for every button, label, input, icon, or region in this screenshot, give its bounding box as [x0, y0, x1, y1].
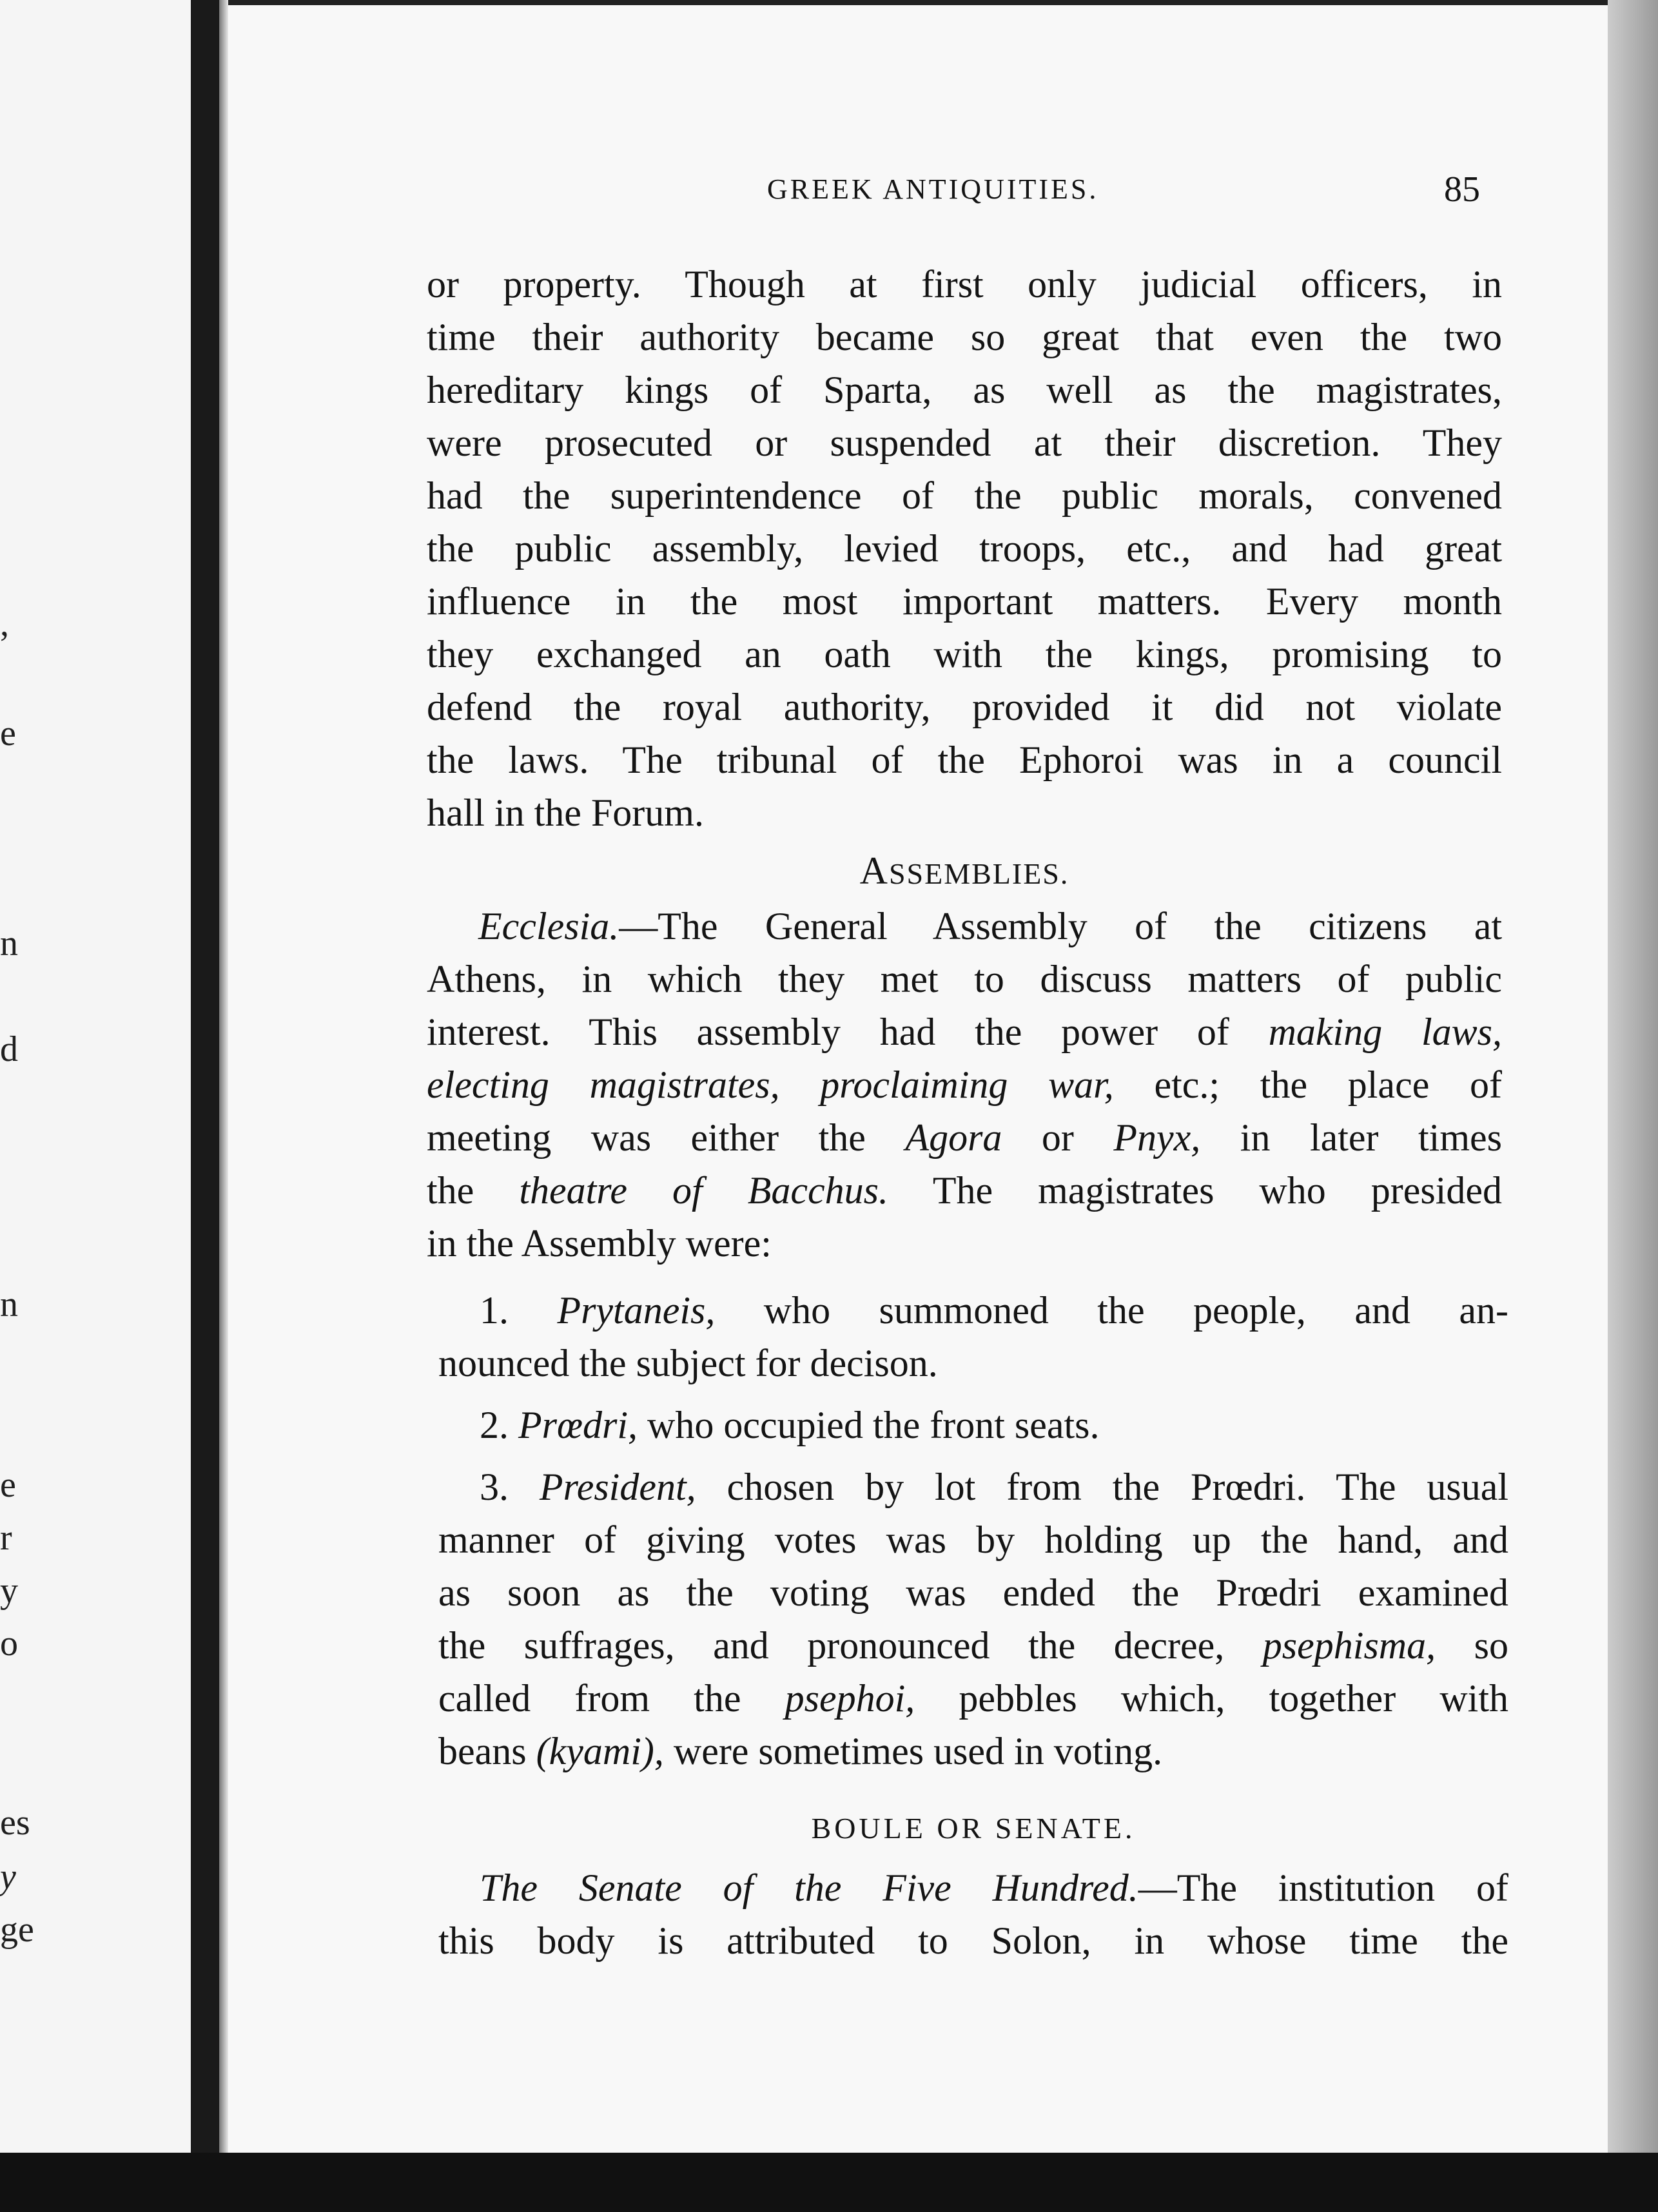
term-ecclesia: Ecclesia. — [478, 905, 619, 947]
text-line: nounced the subject for decison. — [438, 1342, 938, 1384]
term-senate: The Senate of the Five Hundred. — [480, 1867, 1138, 1909]
text-line: the suffrages, and pronounced the decree, psephisma, so — [438, 1624, 1508, 1667]
paragraph-ephoroi — [427, 258, 1502, 1270]
gutter-shadow — [219, 0, 228, 2212]
text-line: influence in the most important matters. Every month — [427, 580, 1502, 623]
margin-fragment: ge — [0, 1910, 34, 1950]
text-line: meeting was either the Agora or Pnyx, in later times — [427, 1116, 1502, 1159]
text-line: had the superintendence of the public morals, convened — [427, 474, 1502, 517]
text-line: the laws. The tribunal of the Ephoroi was in a council — [427, 739, 1502, 781]
bottom-page-edge — [0, 2153, 1658, 2212]
margin-fragment: n — [0, 924, 18, 964]
list-item-2: 2. Prœdri, who occupied the front seats. — [480, 1404, 1100, 1446]
margin-fragment: es — [0, 1803, 30, 1843]
text-line: interest. This assembly had the power of making laws, — [427, 1011, 1502, 1053]
text-line: manner of giving votes was by holding up the hand, and — [438, 1518, 1508, 1561]
list-item-1: 1. Prytaneis, who summoned the people, and an- — [480, 1289, 1509, 1332]
text-line: hereditary kings of Sparta, as well as the magistrates, — [427, 369, 1502, 411]
text-line: they exchanged an oath with the kings, promising to — [427, 633, 1502, 675]
text-line: this body is attributed to Solon, in whose time the — [438, 1919, 1508, 1962]
text-line: defend the royal authority, provided it did not violate — [427, 686, 1502, 728]
text-line: the theatre of Bacchus. The magistrates who presided — [427, 1169, 1503, 1212]
text-line: the public assembly, levied troops, etc., and had great — [427, 527, 1502, 570]
text-line: Ecclesia.—The General Assembly of the citizens at — [478, 905, 1502, 947]
margin-fragment: e — [0, 1465, 16, 1505]
text-line: hall in the Forum. — [427, 791, 704, 834]
list-magistrates — [438, 1284, 1508, 1967]
text-line: electing magistrates, proclaiming war, etc.; the place of — [427, 1063, 1502, 1106]
text-line: in the Assembly were: — [427, 1222, 772, 1265]
list-item-3: 3. President, chosen by lot from the Prœdri. The usual — [480, 1466, 1509, 1508]
margin-fragment: e — [0, 713, 16, 753]
right-page-edge — [1608, 0, 1658, 2212]
text-line: as soon as the voting was ended the Prœdri examined — [438, 1571, 1508, 1614]
running-title: GREEK ANTIQUITIES. — [767, 173, 1099, 205]
section-heading-boule: BOULE OR SENATE. — [811, 1812, 1136, 1845]
text-line: or property. Though at first only judicial officers, in — [427, 263, 1502, 306]
text-line: called from the psephoi, pebbles which, together with — [438, 1677, 1508, 1720]
margin-fragment: o — [0, 1624, 18, 1664]
margin-fragment: , — [0, 604, 9, 644]
section-heading-assemblies: ASSEMBLIES. — [859, 849, 1069, 892]
text-line: time their authority became so great that even the two — [427, 316, 1502, 358]
margin-fragment: y — [0, 1857, 16, 1897]
text-line: The Senate of the Five Hundred.—The institution of — [480, 1867, 1508, 1909]
page-number: 85 — [1444, 170, 1480, 209]
text-line: were prosecuted or suspended at their discretion. They — [427, 422, 1502, 464]
margin-fragment: d — [0, 1029, 18, 1069]
margin-fragment: y — [0, 1571, 18, 1611]
margin-fragment: r — [0, 1518, 12, 1558]
margin-fragment: n — [0, 1285, 18, 1324]
left-margin-fragments — [0, 0, 193, 2212]
text-line: beans (kyami), were sometimes used in voting. — [438, 1730, 1163, 1772]
text-line: Athens, in which they met to discuss matters of public — [427, 958, 1502, 1000]
book-gutter — [191, 0, 219, 2212]
